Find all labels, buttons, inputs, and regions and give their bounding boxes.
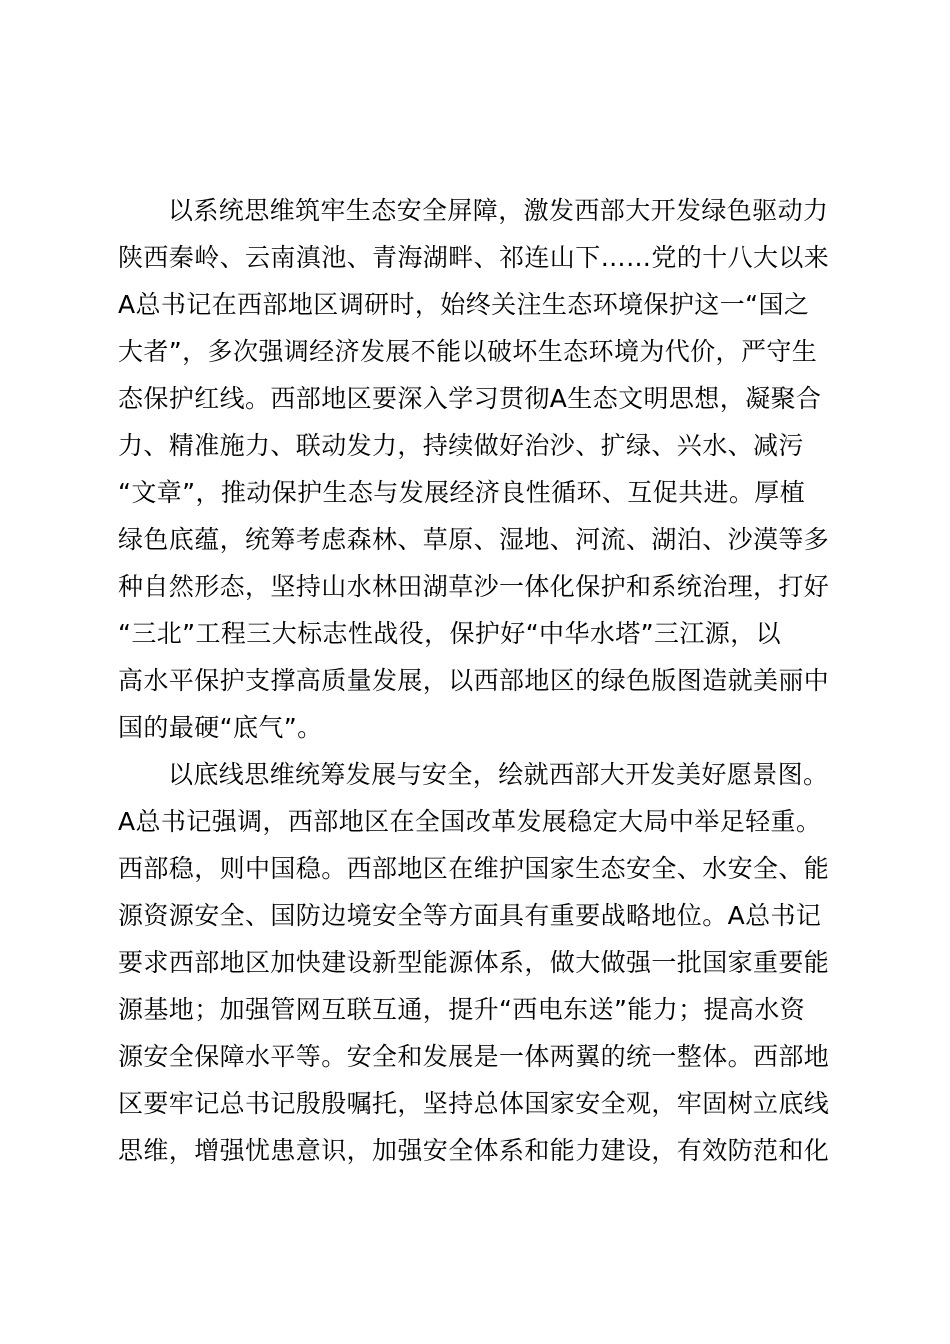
- paragraph-line: “文章”，推动保护生态与发展经济良性循环、互促共进。厚植: [118, 478, 806, 507]
- paragraph-line: “三北”工程三大标志性战役，保护好“中华水塔”三江源，以: [118, 619, 782, 648]
- paragraph-line: 源资源安全、国防边境安全等方面具有重要战略地位。A总书记: [118, 901, 822, 930]
- paragraph-ecology: [118, 187, 838, 751]
- paragraph-security: [118, 751, 838, 1174]
- paragraph-line: 种自然形态，坚持山水林田湖草沙一体化保护和系统治理，打好: [118, 572, 830, 601]
- paragraph-line: 高水平保护支撑高质量发展，以西部地区的绿色版图造就美丽中: [118, 666, 830, 695]
- paragraph-line: 源基地；加强管网互联互通，提升“西电东送”能力；提高水资: [118, 995, 806, 1024]
- paragraph-line: 国的最硬“底气”。: [118, 713, 323, 742]
- paragraph-line: 绿色底蕴，统筹考虑森林、草原、湿地、河流、湖泊、沙漠等多: [118, 525, 830, 554]
- paragraph-line: 西部稳，则中国稳。西部地区在维护国家生态安全、水安全、能: [118, 854, 830, 883]
- paragraph-line: 源安全保障水平等。安全和发展是一体两翼的统一整体。西部地: [118, 1042, 830, 1071]
- paragraph-line: 以底线思维统筹发展与安全，绘就西部大开发美好愿景图。: [168, 760, 829, 789]
- paragraph-line: 大者”，多次强调经济发展不能以破坏生态环境为代价，严守生: [118, 337, 818, 366]
- paragraph-line: 力、精准施力、联动发力，持续做好治沙、扩绿、兴水、减污: [118, 431, 804, 460]
- paragraph-line: 以系统思维筑牢生态安全屏障，激发西部大开发绿色驱动力: [168, 196, 829, 225]
- paragraph-line: 区要牢记总书记殷殷嘱托，坚持总体国家安全观，牢固树立底线: [118, 1089, 830, 1118]
- paragraph-line: 陕西秦岭、云南滇池、青海湖畔、祁连山下……党的十八大以来: [118, 243, 830, 272]
- paragraph-line: 思维，增强忧患意识，加强安全体系和能力建设，有效防范和化: [118, 1136, 830, 1165]
- document-body: [118, 187, 838, 1174]
- paragraph-line: 态保护红线。西部地区要深入学习贯彻A生态文明思想，凝聚合: [118, 384, 822, 413]
- paragraph-line: A总书记在西部地区调研时，始终关注生态环境保护这一“国之: [118, 290, 810, 319]
- paragraph-line: A总书记强调，西部地区在全国改革发展稳定大局中举足轻重。: [118, 807, 822, 836]
- paragraph-line: 要求西部地区加快建设新型能源体系，做大做强一批国家重要能: [118, 948, 830, 977]
